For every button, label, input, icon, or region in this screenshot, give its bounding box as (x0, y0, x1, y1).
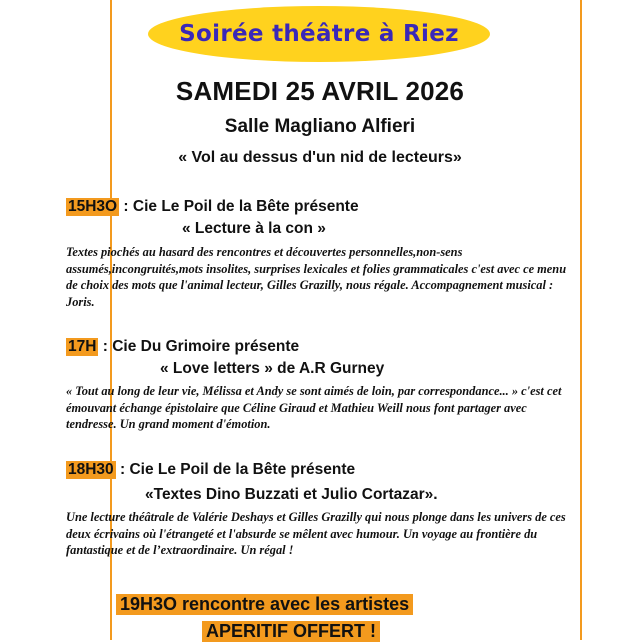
act-2-company: : Cie Du Grimoire présente (98, 338, 300, 355)
act-3-description: Une lecture théâtrale de Valérie Deshays et Gilles Grazilly qui nous plonge dans les univers de ces deux écrivains où l'étrangeté et l'absurde se mêlent avec humour. Un voyage au frontière du fantastique et de l’extraordinaire. Un régal ! (66, 510, 566, 557)
act-2-time: 17H (68, 338, 97, 355)
act-2-description: « Tout au long de leur vie, Mélissa et Andy se sont aimés de loin, par correspondance... » c'est cet émouvant échange épistolaire que Céline Giraud et Mathieu Weill nous font partager avec tendresse. Un grand moment d'émotion. (66, 384, 562, 431)
title-oval (148, 6, 490, 62)
aperitif-banner: APERITIF OFFERT ! (202, 621, 380, 642)
event-date: SAMEDI 25 AVRIL 2026 (175, 76, 465, 106)
act-3-time: 18H30 (68, 461, 114, 478)
event-venue: Salle Magliano Alfieri (224, 116, 416, 137)
act-2-piece: « Love letters » de A.R Gurney (160, 360, 385, 377)
act-1-company: : Cie Le Poil de la Bête présente (119, 198, 359, 215)
act-1-description: Textes piochés au hasard des rencontres et découvertes personnelles,non-sens assumés,incongruités,mots insolites, surprises lexicales et folies grammaticales c'est avec ce menu de choix des mots que l'animal lecteur, Gilles Grazilly, nous régale. Accompagnement musical : Joris. (66, 245, 567, 309)
act-2-heading (66, 338, 299, 356)
act-3-piece: «Textes Dino Buzzati et Julio Cortazar». (145, 486, 438, 503)
meeting-banner: 19H3O rencontre avec les artistes (116, 594, 413, 615)
act-1-piece: « Lecture à la con » (182, 220, 326, 237)
act-3-heading (66, 461, 355, 479)
act-3-company: : Cie Le Poil de la Bête présente (115, 461, 356, 478)
show-title: « Vol au dessus d'un nid de lecteurs» (178, 149, 462, 166)
event-title: Soirée théâtre à Riez (179, 21, 459, 47)
act-1-time: 15H3O (68, 198, 118, 215)
act-1-heading (66, 198, 359, 216)
